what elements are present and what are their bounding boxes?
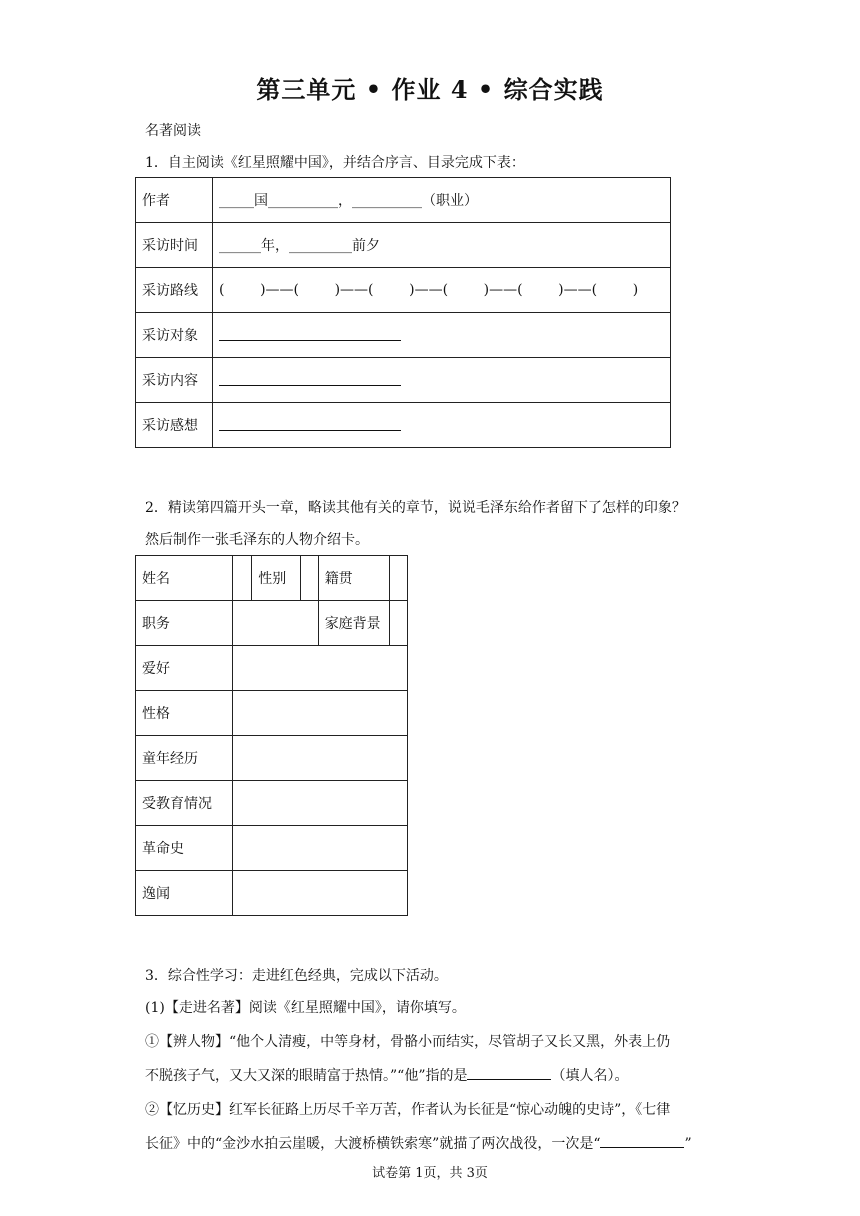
education-label: 受教育情况 [136,781,233,826]
battle-blank[interactable] [600,1135,684,1148]
subject-field[interactable] [213,313,671,358]
character-label: 性格 [136,691,233,736]
q3-item2-text-b: ” [684,1136,692,1152]
q3-sub1: (1)【走进名著】阅读《红星照耀中国》，请你填写。 [145,1000,466,1016]
row-label: 作者 [136,178,213,223]
q3-item2-text-a: 长征》中的“金沙水拍云崖暖，大渡桥横铁索寒”就描了两次战役，一次是“ [145,1136,601,1152]
position-label: 职务 [136,601,233,646]
table-row [136,646,408,691]
q2-prompt-line1: 2．精读第四篇开头一章，略读其他有关的章节，说说毛泽东给作者留下了怎样的印象？ [145,500,686,516]
row-label: 采访内容 [136,358,213,403]
q3-item2-line1: ②【忆历史】红军长征路上历尽千辛万苦，作者认为长征是“惊心动魄的史诗”，《七律 [145,1102,671,1118]
family-label: 家庭背景 [318,601,390,646]
revolution-label: 革命史 [136,826,233,871]
revolution-field[interactable] [232,826,407,871]
q2-profile-card [135,555,408,916]
table-row [136,691,408,736]
page-title: 第三单元 • 作业 4 • 综合实践 [256,75,604,104]
q3-item1-line1: ①【辨人物】“他个人清瘦，中等身材，骨骼小而结实，尽管胡子又长又黑，外表上仍 [145,1034,671,1050]
name-field[interactable] [232,556,252,601]
q2-prompt-line2: 然后制作一张毛泽东的人物介绍卡。 [145,532,369,548]
q3-prompt: 3．综合性学习：走进红色经典，完成以下活动。 [145,968,448,984]
table-row [136,601,408,646]
route-field[interactable]: ( )——( )——( )——( )——( )——( ) [213,268,671,313]
table-row [136,781,408,826]
character-field[interactable] [232,691,407,736]
education-field[interactable] [232,781,407,826]
time-field[interactable]: ______年，_________前夕 [213,223,671,268]
q3-item2-line2 [145,1133,692,1153]
content-field[interactable] [213,358,671,403]
q1-prompt: 1．自主阅读《红星照耀中国》，并结合序言、目录完成下表： [145,155,525,171]
table-row [136,178,671,223]
q3-item1-text-b: （填人名）。 [551,1068,629,1084]
table-row [136,403,671,448]
section-label: 名著阅读 [145,123,201,139]
position-field[interactable] [232,601,318,646]
hometown-label: 籍贯 [318,556,390,601]
q1-table [135,177,671,448]
table-row [136,268,671,313]
table-row [136,826,408,871]
gender-field[interactable] [301,556,319,601]
row-label: 采访路线 [136,268,213,313]
table-row [136,871,408,916]
row-label: 采访感想 [136,403,213,448]
family-field[interactable] [390,601,408,646]
anecdote-label: 逸闻 [136,871,233,916]
row-label: 采访时间 [136,223,213,268]
table-row [136,736,408,781]
q3-item1-line2 [145,1065,628,1085]
table-row [136,223,671,268]
page-footer: 试卷第 1页，共 3页 [372,1166,488,1181]
hometown-field[interactable] [390,556,408,601]
childhood-label: 童年经历 [136,736,233,781]
q3-item1-text-a: 不脱孩子气，又大又深的眼睛富于热情。”“他”指的是 [145,1068,468,1084]
gender-label: 性别 [252,556,301,601]
hobby-field[interactable] [232,646,407,691]
hobby-label: 爱好 [136,646,233,691]
table-row [136,556,408,601]
table-row [136,313,671,358]
row-label: 采访对象 [136,313,213,358]
reflection-field[interactable] [213,403,671,448]
name-label: 姓名 [136,556,233,601]
table-row [136,358,671,403]
person-name-blank[interactable] [467,1067,551,1080]
author-field[interactable]: _____国__________，__________（职业） [213,178,671,223]
anecdote-field[interactable] [232,871,407,916]
childhood-field[interactable] [232,736,407,781]
